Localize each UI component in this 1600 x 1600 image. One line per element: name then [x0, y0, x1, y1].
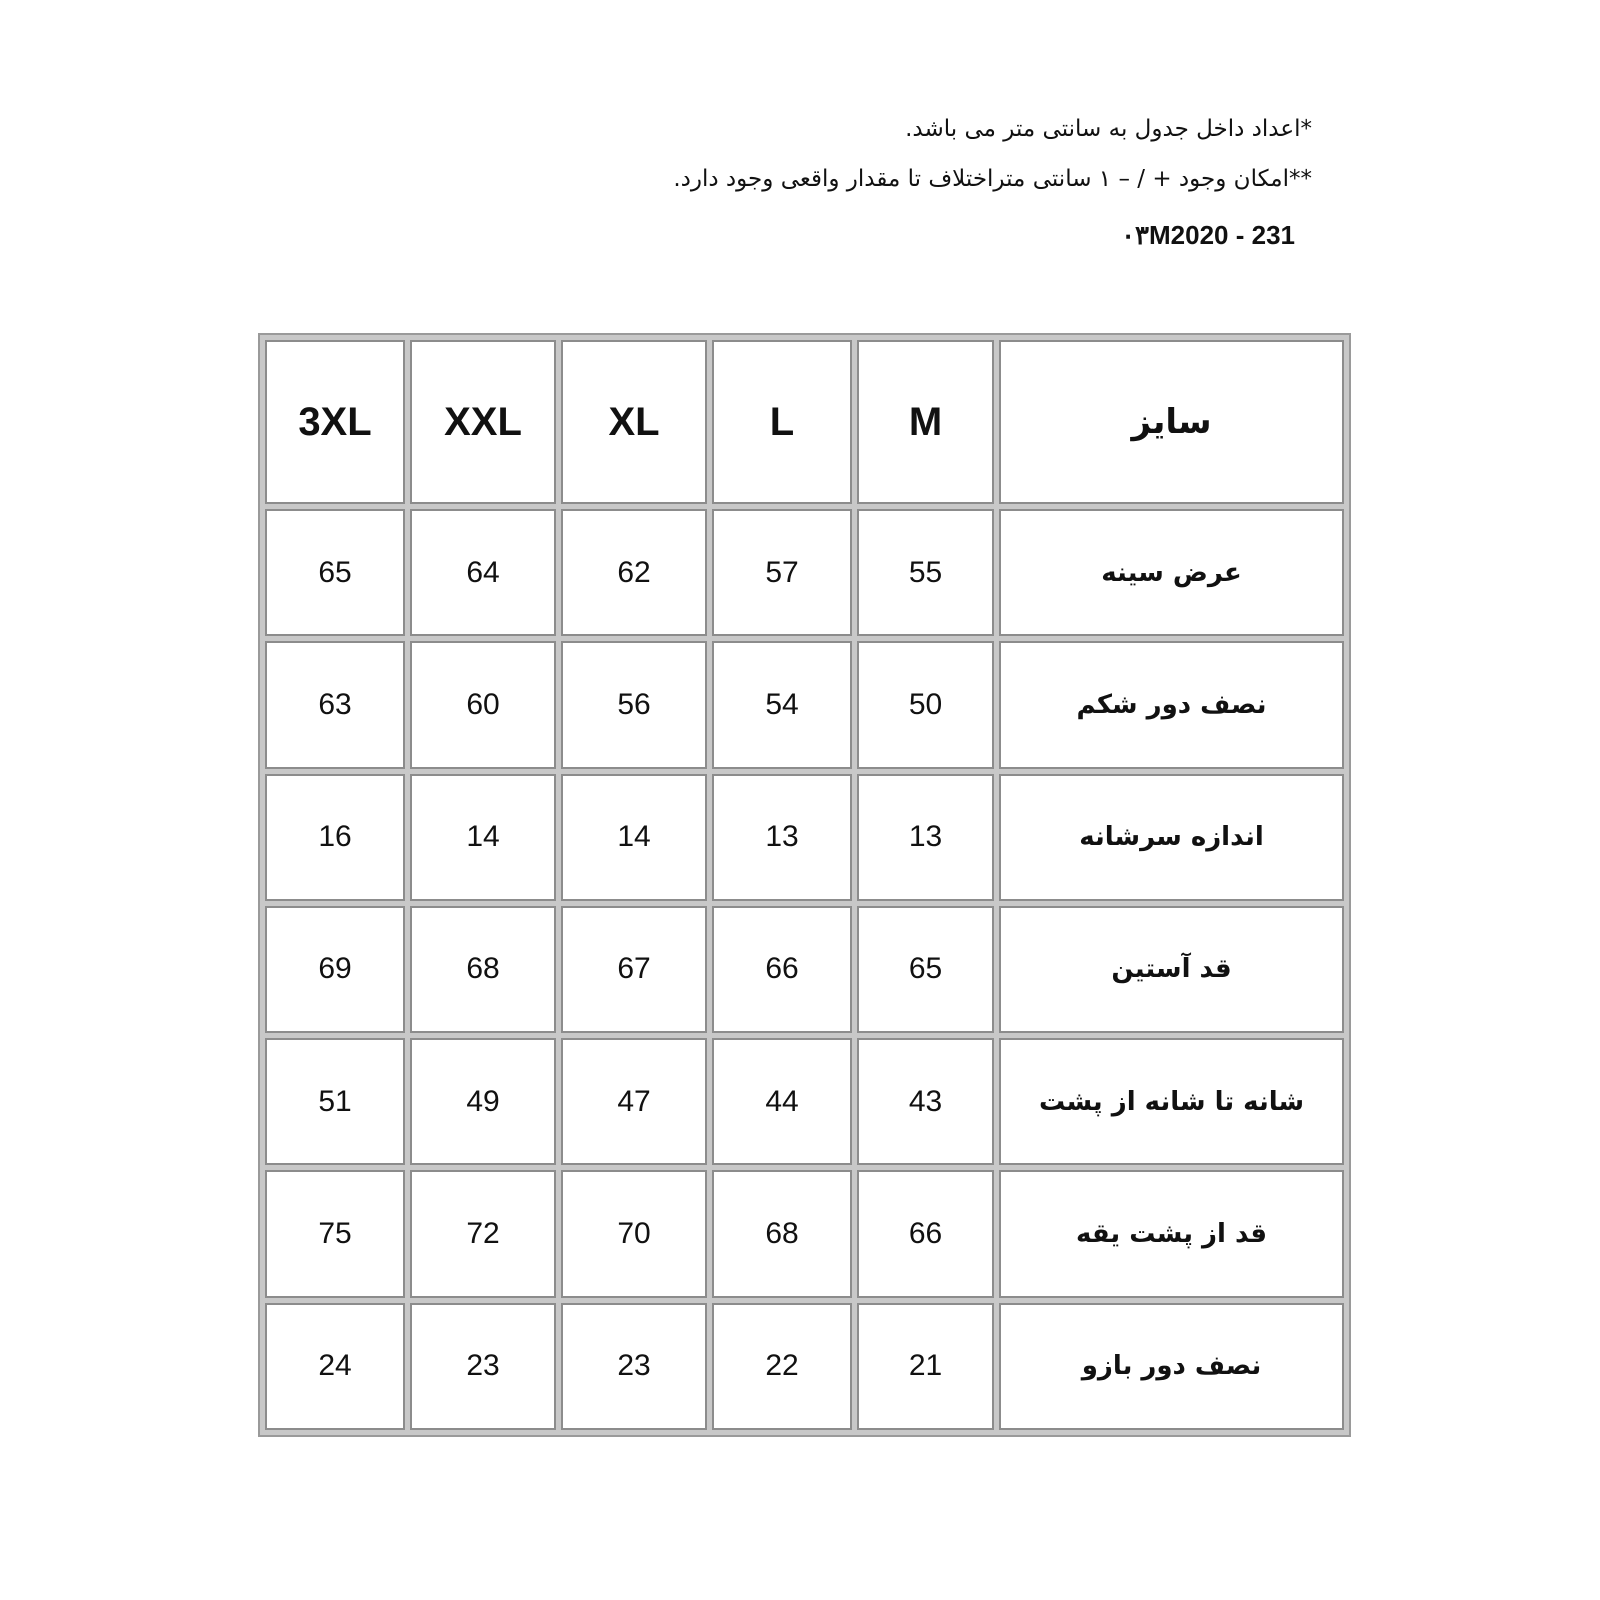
table-cell: 69 — [265, 906, 405, 1033]
table-cell: 24 — [265, 1303, 405, 1430]
table-cell: 65 — [857, 906, 994, 1033]
model-code: ۰۳M2020 - 231 — [1121, 220, 1295, 250]
table-cell: 22 — [712, 1303, 852, 1430]
note-units: *اعداد داخل جدول به سانتی متر می باشد. — [905, 116, 1312, 142]
table-row — [265, 641, 1344, 768]
table-cell: 44 — [712, 1038, 852, 1165]
table-row — [265, 774, 1344, 901]
row-label: شانه تا شانه از پشت — [999, 1038, 1344, 1165]
row-label: نصف دور بازو — [999, 1303, 1344, 1430]
size-header-3xl: 3XL — [265, 340, 405, 504]
table-cell: 66 — [857, 1170, 994, 1297]
table-cell: 62 — [561, 509, 707, 636]
table-cell: 51 — [265, 1038, 405, 1165]
table-cell: 47 — [561, 1038, 707, 1165]
table-cell: 56 — [561, 641, 707, 768]
table-row — [265, 1038, 1344, 1165]
size-header-l: L — [712, 340, 852, 504]
table-cell: 21 — [857, 1303, 994, 1430]
table-row — [265, 1303, 1344, 1430]
row-label: قد آستین — [999, 906, 1344, 1033]
size-header-m: M — [857, 340, 994, 504]
table-cell: 14 — [561, 774, 707, 901]
table-cell: 68 — [712, 1170, 852, 1297]
table-cell: 65 — [265, 509, 405, 636]
row-label: عرض سینه — [999, 509, 1344, 636]
table-cell: 14 — [410, 774, 556, 901]
notes-block — [552, 112, 1312, 212]
table-cell: 49 — [410, 1038, 556, 1165]
size-header-xl: XL — [561, 340, 707, 504]
table-cell: 66 — [712, 906, 852, 1033]
note-tolerance: **امکان وجود + / – ۱ سانتی متراختلاف تا مقدار واقعی وجود دارد. — [673, 166, 1312, 192]
row-label: قد از پشت یقه — [999, 1170, 1344, 1297]
table-cell: 64 — [410, 509, 556, 636]
table-cell: 72 — [410, 1170, 556, 1297]
table-cell: 13 — [712, 774, 852, 901]
row-label: نصف دور شکم — [999, 641, 1344, 768]
table-cell: 68 — [410, 906, 556, 1033]
table-cell: 43 — [857, 1038, 994, 1165]
table-cell: 70 — [561, 1170, 707, 1297]
table-cell: 63 — [265, 641, 405, 768]
table-row — [265, 1170, 1344, 1297]
size-label-header: سایز — [999, 340, 1344, 504]
table-cell: 23 — [561, 1303, 707, 1430]
table-cell: 57 — [712, 509, 852, 636]
table-cell: 50 — [857, 641, 994, 768]
table-cell: 16 — [265, 774, 405, 901]
table-cell: 55 — [857, 509, 994, 636]
size-header-xxl: XXL — [410, 340, 556, 504]
table-row — [265, 509, 1344, 636]
table-cell: 54 — [712, 641, 852, 768]
size-chart-table — [258, 333, 1351, 1437]
table-cell: 13 — [857, 774, 994, 901]
table-cell: 67 — [561, 906, 707, 1033]
row-label: اندازه سرشانه — [999, 774, 1344, 901]
table-cell: 23 — [410, 1303, 556, 1430]
table-cell: 75 — [265, 1170, 405, 1297]
header-row — [265, 340, 1344, 504]
table-row — [265, 906, 1344, 1033]
table-cell: 60 — [410, 641, 556, 768]
